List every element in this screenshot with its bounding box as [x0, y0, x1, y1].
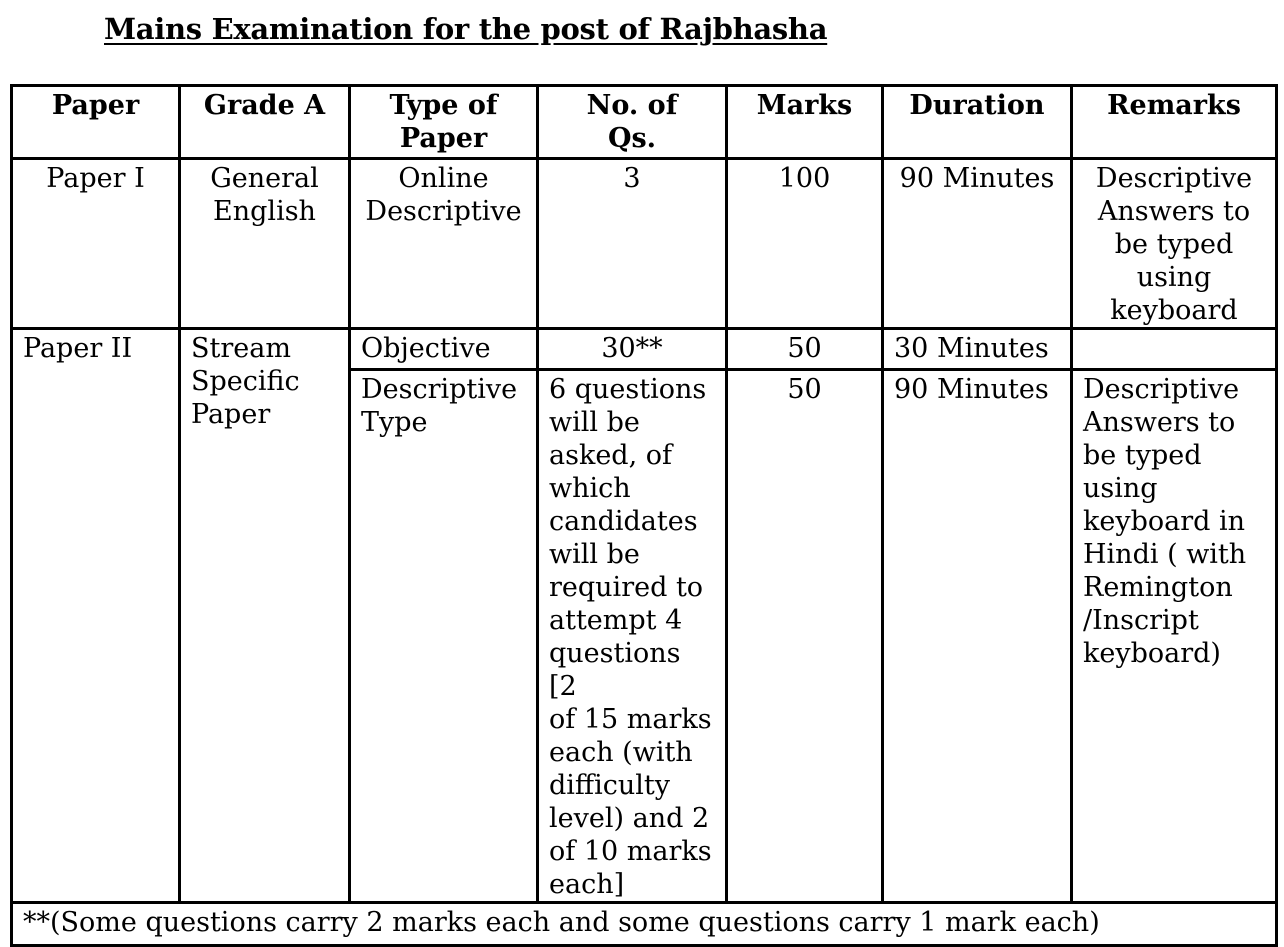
- cell-paper: Paper I: [12, 159, 180, 329]
- cell-remarks-line: using: [1083, 473, 1158, 504]
- cell-questions-line: which: [549, 473, 631, 504]
- header-type-line: Paper: [399, 123, 488, 154]
- cell-questions-line: 6 questions: [549, 374, 707, 405]
- cell-remarks: [1072, 329, 1277, 370]
- header-duration: Duration: [883, 86, 1072, 159]
- cell-questions-line: of 10 marks: [549, 836, 712, 867]
- cell-remarks: [1072, 159, 1277, 329]
- footnote: **(Some questions carry 2 marks each and some questions carry 1 mark each): [12, 903, 1277, 946]
- cell-remarks-line: Remington: [1083, 572, 1233, 603]
- cell-type-line: Type: [361, 407, 428, 438]
- cell-remarks-line: Descriptive: [1083, 374, 1240, 405]
- cell-questions-line: each]: [549, 869, 625, 900]
- header-remarks: Remarks: [1072, 86, 1277, 159]
- cell-duration: 90 Minutes: [883, 159, 1072, 329]
- cell-grade-line: English: [213, 196, 316, 227]
- cell-duration: 90 Minutes: [883, 370, 1072, 903]
- cell-duration: 30 Minutes: [883, 329, 1072, 370]
- cell-remarks-line: Descriptive: [1095, 163, 1253, 194]
- cell-questions: [538, 370, 727, 903]
- cell-questions-line: questions [2: [549, 638, 681, 702]
- header-questions: [538, 86, 727, 159]
- table-row-paper2-objective: [12, 329, 1277, 370]
- header-questions-line: No. of: [586, 90, 678, 121]
- cell-grade: [180, 329, 350, 903]
- cell-questions-line: asked, of: [549, 440, 672, 471]
- cell-remarks-line: Hindi ( with: [1083, 539, 1247, 570]
- cell-grade: [180, 159, 350, 329]
- cell-grade-line: Specific: [191, 366, 300, 397]
- table-row-paper1: [12, 159, 1277, 329]
- cell-remarks-line: be typed: [1083, 440, 1202, 471]
- header-grade: Grade A: [180, 86, 350, 159]
- cell-marks: 50: [727, 370, 883, 903]
- cell-questions: 3: [538, 159, 727, 329]
- cell-remarks-line: keyboard): [1083, 638, 1221, 669]
- cell-remarks-line: using: [1136, 262, 1212, 293]
- cell-questions-line: attempt 4: [549, 605, 683, 636]
- document-title: Mains Examination for the post of Rajbhasha: [104, 12, 828, 46]
- cell-questions-line: will be: [549, 407, 640, 438]
- cell-questions-line: level) and 2: [549, 803, 710, 834]
- header-paper: Paper: [12, 86, 180, 159]
- cell-questions-line: required to: [549, 572, 704, 603]
- cell-type: Objective: [350, 329, 538, 370]
- cell-marks: 50: [727, 329, 883, 370]
- cell-remarks-line: keyboard in: [1083, 506, 1246, 537]
- cell-questions-line: difficulty: [549, 770, 670, 801]
- cell-marks: 100: [727, 159, 883, 329]
- cell-grade-line: Paper: [191, 399, 271, 430]
- cell-remarks-line: Answers to: [1097, 196, 1251, 227]
- cell-remarks-line: /Inscript: [1083, 605, 1199, 636]
- table-row-footnote: [12, 903, 1277, 946]
- cell-remarks-line: keyboard: [1110, 295, 1238, 326]
- cell-type: [350, 159, 538, 329]
- cell-type-line: Descriptive: [365, 196, 522, 227]
- cell-remarks: [1072, 370, 1277, 903]
- cell-questions: 30**: [538, 329, 727, 370]
- cell-type-line: Online: [398, 163, 489, 194]
- cell-grade-line: Stream: [191, 333, 291, 364]
- cell-remarks-line: be typed: [1114, 229, 1234, 260]
- header-marks: Marks: [727, 86, 883, 159]
- cell-type: [350, 370, 538, 903]
- cell-questions-line: candidates: [549, 506, 698, 537]
- cell-questions-line: of 15 marks: [549, 704, 712, 735]
- header-type: [350, 86, 538, 159]
- cell-remarks-line: Answers to: [1083, 407, 1236, 438]
- cell-questions-line: each (with: [549, 737, 693, 768]
- exam-table: [10, 84, 1278, 947]
- cell-paper: Paper II: [12, 329, 180, 903]
- cell-type-line: Descriptive: [361, 374, 518, 405]
- header-questions-line: Qs.: [607, 123, 657, 154]
- cell-questions-line: will be: [549, 539, 640, 570]
- cell-grade-line: General: [210, 163, 319, 194]
- header-type-line: Type of: [389, 90, 498, 121]
- header-row: [12, 86, 1277, 159]
